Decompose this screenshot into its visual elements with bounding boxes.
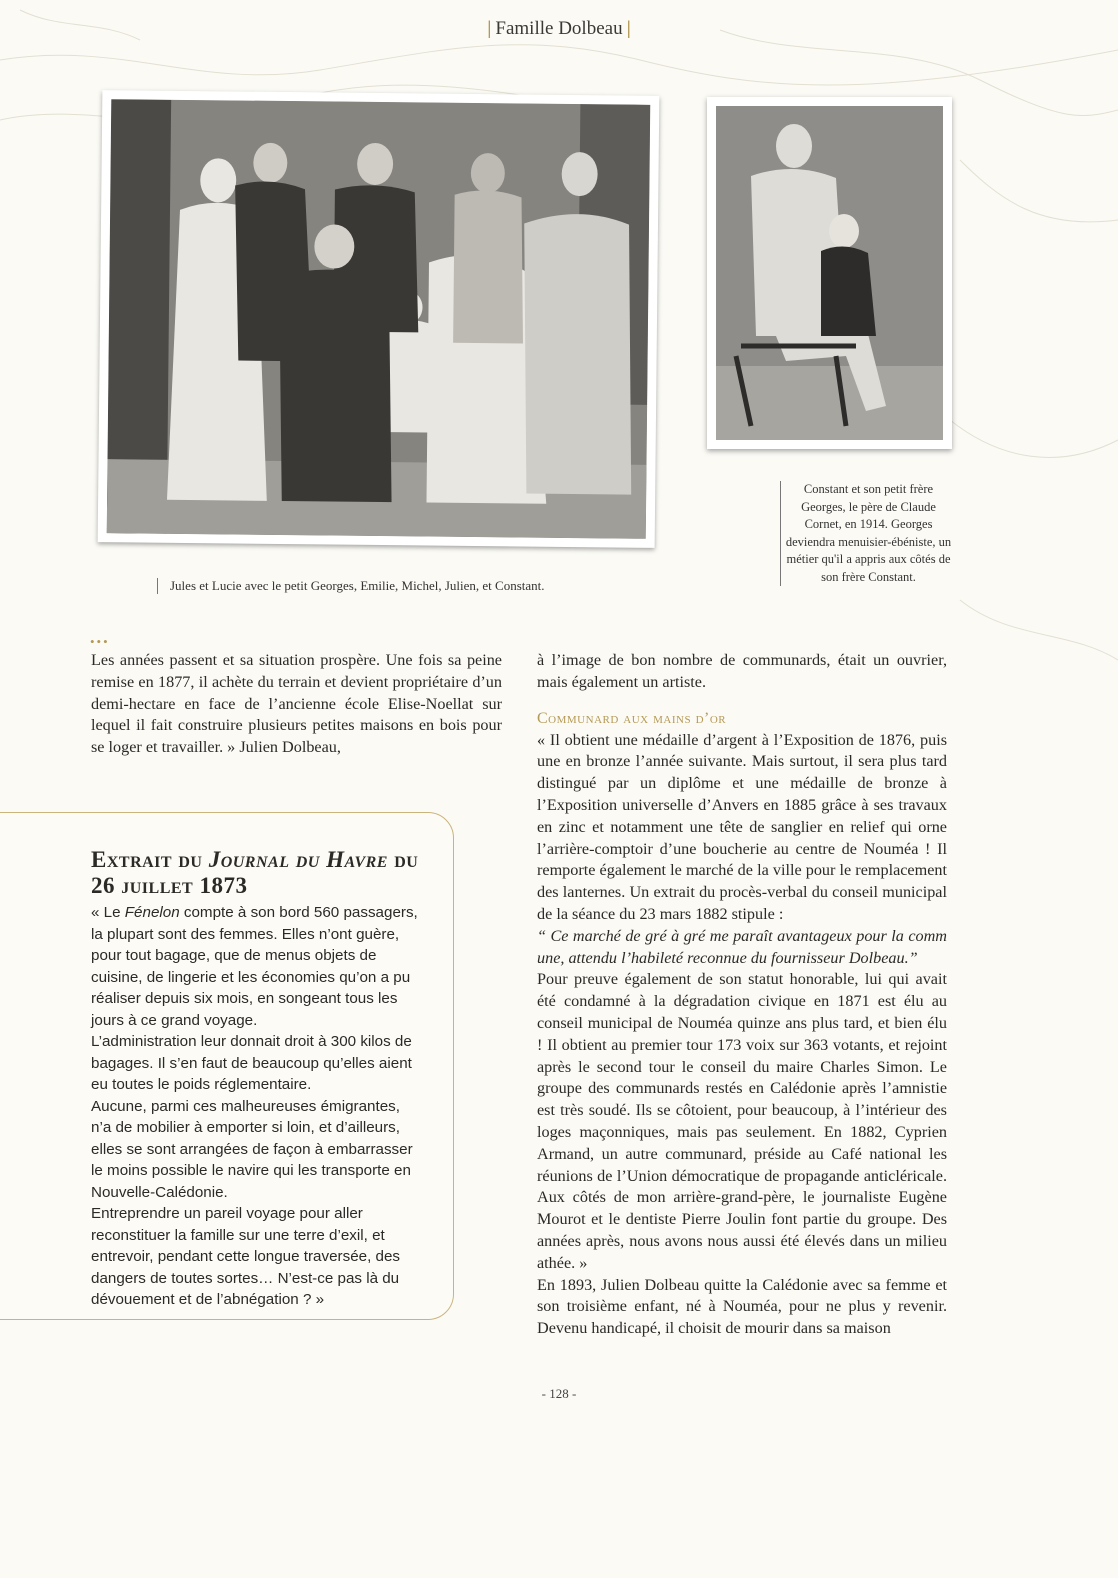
right-paragraph: « Il obtient une médaille d’argent à l’Exposition de 1876, puis une en bronze l’année suivante. Mais surtout, il sera plus tard distingué par un diplôme et une médaille de bronze à l’Exposition universelle d’Anvers en 1885 grâce à ses travaux en zinc et notamment une tête de sanglier en relief qui orne l’arrière-comptoir d’une boucherie au centre de Nouméa ! Il remporte également le marché de la ville pour le remplacement des lanternes. Un extrait du procès-verbal du conseil municipal de la séance du 23 mars 1882 stipule : — [537, 730, 947, 923]
sidebar-paragraph: « Le Fénelon compte à son bord 560 passagers, la plupart sont des femmes. Elles n’ont guère, pour tout bagage, que de menus objets de cuisine, de lingerie et les économies qu’on a pu réaliser depuis six mois, en songeant tous les jours à ce grand voyage. — [91, 904, 418, 1029]
right-column-text — [537, 650, 947, 1340]
header-title: Famille Dolbeau — [495, 18, 623, 39]
right-intro: à l’image de bon nombre de communards, était un ouvrier, mais également un artiste. — [537, 651, 947, 691]
left-paragraph: Les années passent et sa situation prospère. Une fois sa peine remise en 1877, il achète du terrain et devient propriétaire d’un demi-hectare en face de l’ancienne école Elise-Noellat sur lequel il fait construire plusieurs petites maisons en bois pour se loger et travailler. » Julien Dolbeau, — [91, 651, 502, 757]
left-column-text — [91, 650, 502, 759]
running-header: | Famille Dolbeau | — [487, 18, 631, 39]
sidebar-title: Extrait du Journal du Havre du 26 juillet 1873 — [91, 847, 419, 898]
family-group-photo — [98, 90, 660, 548]
section-subheading: Communard aux mains d’or — [537, 709, 727, 727]
page-number: - 128 - — [541, 1386, 577, 1401]
constant-photo-caption: Constant et son petit frère Georges, le père de Claude Cornet, en 1914. Georges deviendra menuisier-ébéniste, un métier qu'il a appris aux côtés de son frère Constant. — [780, 481, 956, 586]
sidebar-paragraph: Entreprendre un pareil voyage pour aller reconstituer la famille sur une terre d’exil, et entrevoir, pendant cette longue traversée, des dangers de toutes sortes… N’est-ce pas là du dévouement et de l’abnégation ? » — [91, 1205, 401, 1308]
sidebar-paragraph: L’administration leur donnait droit à 300 kilos de bagages. Il s’en faut de beaucoup qu’elles aient eu toutes le poids réglementaire. — [91, 1033, 412, 1093]
section-ornament: ••• — [90, 634, 110, 649]
right-paragraph: En 1893, Julien Dolbeau quitte la Calédonie avec sa femme et son troisième enfant, né à Nouméa, pour ne plus y revenir. Devenu handicapé, il choisit de mourir dans sa maison — [537, 1275, 947, 1338]
family-photo-caption: Jules et Lucie avec le petit Georges, Emilie, Michel, Julien, et Constant. — [157, 578, 545, 594]
sidebar-body — [91, 902, 423, 1311]
constant-georges-photo — [707, 97, 952, 449]
right-paragraph: Pour preuve également de son statut honorable, lui qui avait été condamné à la dégradation civique en 1871 est élu au conseil municipal de Nouméa quinze ans plus tard, et bien élu ! Il obtient au premier tour 173 voix sur 363 votants, et rejoint après le second tour le conseil du maire Charles Simon. Le groupe des communards restés en Calédonie après l’amnistie est très soudé. Ils se côtoient, pour beaucoup, à l’intérieur des loges maçonniques, mais pas seulement. En 1882, Cyprien Armand, un autre communard, préside au Café national les réunions de l’Union démocratique de propagande anticléricale. Aux côtés de mon arrière-grand-père, le journaliste Eugène Mourot et le dentiste Pierre Joulin font partie du groupe. Des années après, nous avons nous aussi été élevés dans un milieu athée. » — [537, 970, 947, 1272]
council-quote: “ Ce marché de gré à gré me paraît avantageux pour la comm une, attendu l’habileté reconnue du fournisseur Dolbeau.” — [537, 926, 947, 967]
sidebar-paragraph: Aucune, parmi ces malheureuses émigrantes, n’a de mobilier à emporter si loin, et d’ailleurs, elles se sont arrangées de façon à embarrasser le moins possible le navire qui les transporte en Nouvelle-Calédonie. — [91, 1097, 413, 1201]
